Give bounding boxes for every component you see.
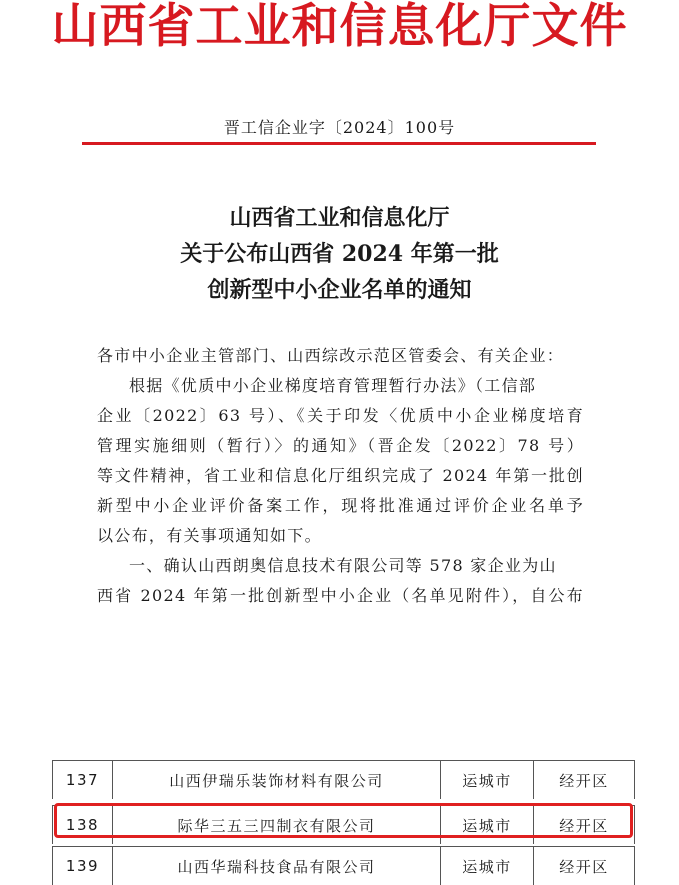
- table-row: [52, 805, 635, 844]
- district: 经开区: [533, 847, 635, 885]
- red-divider-line: [82, 142, 596, 145]
- paragraph-1-line-2: 企业〔2022〕63 号）、《关于印发〈优质中小企业梯度培育: [97, 406, 584, 425]
- salutation: 各市中小企业主管部门、山西综改示范区管委会、有关企业：: [97, 346, 565, 365]
- paragraph-2-line-1: 一、确认山西朗奥信息技术有限公司等 578 家企业为山: [129, 556, 557, 575]
- document-number: 晋工信企业字〔2024〕100号: [223, 118, 456, 137]
- table-row: [52, 846, 635, 885]
- notice-title-line-2: 关于公布山西省 2024 年第一批: [180, 241, 499, 267]
- notice-title-line-3: 创新型中小企业名单的通知: [207, 277, 472, 303]
- company-list-table: [52, 760, 635, 876]
- paragraph-1-line-5: 新型中小企业评价备案工作，现将批准通过评价企业名单予: [97, 496, 584, 515]
- district: 经开区: [533, 806, 635, 844]
- company-name: 山西伊瑞乐装饰材料有限公司: [112, 761, 440, 799]
- table-row: [52, 760, 635, 799]
- document-header-title: 山西省工业和信息化厅文件: [51, 0, 628, 54]
- paragraph-2-line-2: 西省 2024 年第一批创新型中小企业（名单见附件），自公布: [97, 586, 584, 605]
- notice-title-line-1: 山西省工业和信息化厅: [229, 205, 450, 231]
- paragraph-1-line-3: 管理实施细则（暂行）〉的通知》（晋企发〔2022〕78 号）: [97, 436, 584, 455]
- city: 运城市: [440, 847, 533, 885]
- paragraph-1-line-4: 等文件精神，省工业和信息化厅组织完成了 2024 年第一批创: [97, 466, 584, 485]
- row-number: 138: [52, 806, 112, 844]
- paragraph-1-line-6: 以公布，有关事项通知如下。: [97, 526, 322, 545]
- paragraph-1-line-1: 根据《优质中小企业梯度培育管理暂行办法》（工信部: [129, 376, 537, 395]
- row-number: 137: [52, 761, 112, 799]
- row-number: 139: [52, 847, 112, 885]
- district: 经开区: [533, 761, 635, 799]
- notice-title: [0, 200, 679, 308]
- city: 运城市: [440, 761, 533, 799]
- section-gap: [0, 662, 679, 762]
- city: 运城市: [440, 806, 533, 844]
- company-name: 山西华瑞科技食品有限公司: [112, 847, 440, 885]
- company-name: 际华三五三四制衣有限公司: [112, 806, 440, 844]
- notice-body: [97, 341, 584, 611]
